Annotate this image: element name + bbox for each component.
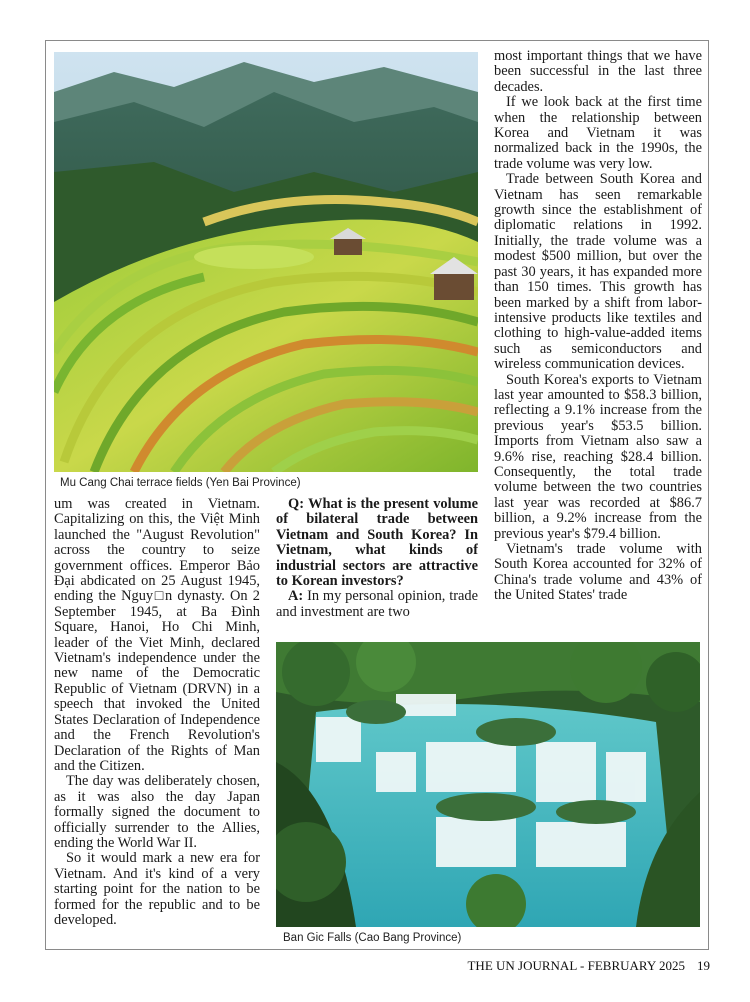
middle-column (276, 497, 478, 633)
waterfall-photo (276, 642, 700, 927)
terrace-fields-photo (54, 52, 478, 472)
left-column (54, 497, 260, 947)
page-number: 19 (697, 958, 710, 973)
question-label: Q: (288, 497, 304, 512)
terrace-fields-caption: Mu Cang Chai terrace fields (Yen Bai Province) (60, 477, 301, 489)
left-paragraph: um was created in Vietnam. Capitalizing on this, the Việt Minh launched the "August Revolution" across the country to seize government offices. Emperor Bảo Đại abdicated on 25 August 1945, ending the Nguy□n dynasty. On 2 September 1945, at Ba Đình Square, Hanoi, Ho Chi Minh, leader of the Viet Minh, declared Vietnam's independence under the new name of the Democratic Republic of Vietnam (DRVN) in a speech that invoked the United States Declaration of Independence and the French Revolution's Declaration of the Rights of Man and the Citizen. (54, 497, 260, 774)
right-column (494, 49, 702, 633)
question-paragraph (276, 497, 478, 589)
publication-name: THE UN JOURNAL - FEBRUARY 2025 (467, 958, 685, 973)
left-paragraph: The day was deliberately chosen, as it was also the day Japan formally signed the document to officially surrender to the Allies, ending the World War II. (54, 773, 260, 851)
answer-text: In my personal opinion, trade and investment are two (276, 588, 478, 620)
question-text: What is the present volume of bilateral trade between Vietnam and South Korea? In Vietnam, what kinds of industrial sectors are attractive to Korean investors? (276, 497, 478, 590)
right-paragraph: If we look back at the first time when the relationship between Korea and Vietnam it was normalized back in the 1990s, the trade volume was very low. (494, 94, 702, 172)
answer-label: A: (288, 588, 304, 605)
waterfall-caption: Ban Gic Falls (Cao Bang Province) (283, 932, 462, 944)
right-paragraph: South Korea's exports to Vietnam last year amounted to $58.3 billion, reflecting a 9.1% increase from the previous year's $53.5 billion. Imports from Vietnam also saw a 9.6% rise, reaching $28.4 billion. Consequently, the total trade volume between the two countries last year was recorded at $86.7 billion, a 9.2% increase from the previous year's $79.4 billion. (494, 371, 702, 542)
right-paragraph: most important things that we have been successful in the last three decades. (494, 49, 702, 95)
right-paragraph: Vietnam's trade volume with South Korea accounted for 32% of China's trade volume and 43% of the United States' trade (494, 541, 702, 604)
right-paragraph: Trade between South Korea and Vietnam has seen remarkable growth since the establishment of diplomatic relations in 1992. Initially, the trade volume was a modest $500 million, but over the past 30 years, it has expanded more than 150 times. This growth has been marked by a shift from labor-intensive products like textiles and clothing to high-value-added items such as semiconductors and wireless communication devices. (494, 171, 702, 373)
answer-paragraph (276, 589, 478, 620)
left-paragraph: So it would mark a new era for Vietnam. And it's kind of a very starting point for the nation to be formed for the republic and to be developed. (54, 850, 260, 928)
page-footer (467, 958, 710, 974)
